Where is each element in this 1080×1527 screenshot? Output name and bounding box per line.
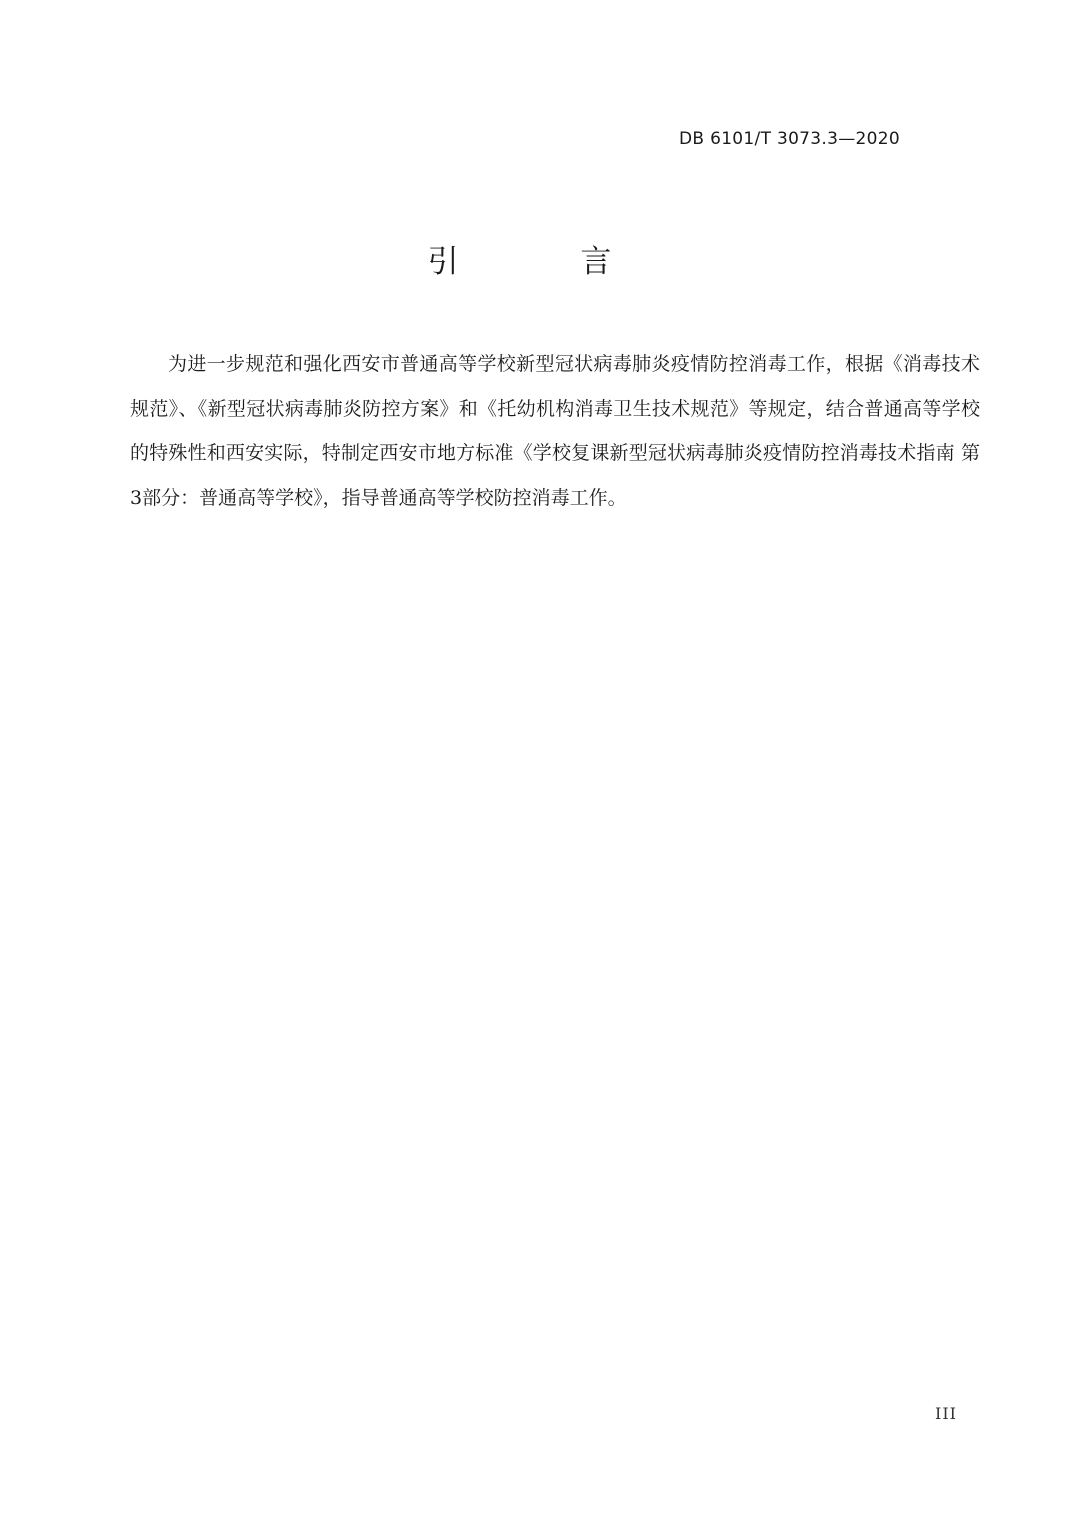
section-title: 引 言 — [427, 244, 668, 280]
page-number: III — [935, 1404, 957, 1423]
introduction-paragraph: 为进一步规范和强化西安市普通高等学校新型冠状病毒肺炎疫情防控消毒工作，根据《消毒技术规范》、《新型冠状病毒肺炎防控方案》和《托幼机构消毒卫生技术规范》等规定，结合普通高等学校的特殊性和西安实际，特制定西安市地方标准《学校复课新型冠状病毒肺炎疫情防控消毒技术指南 第3部分：普通高等学校》，指导普通高等学校防控消毒工作。 — [130, 353, 980, 509]
document-code: DB 6101/T 3073.3—2020 — [679, 129, 900, 149]
